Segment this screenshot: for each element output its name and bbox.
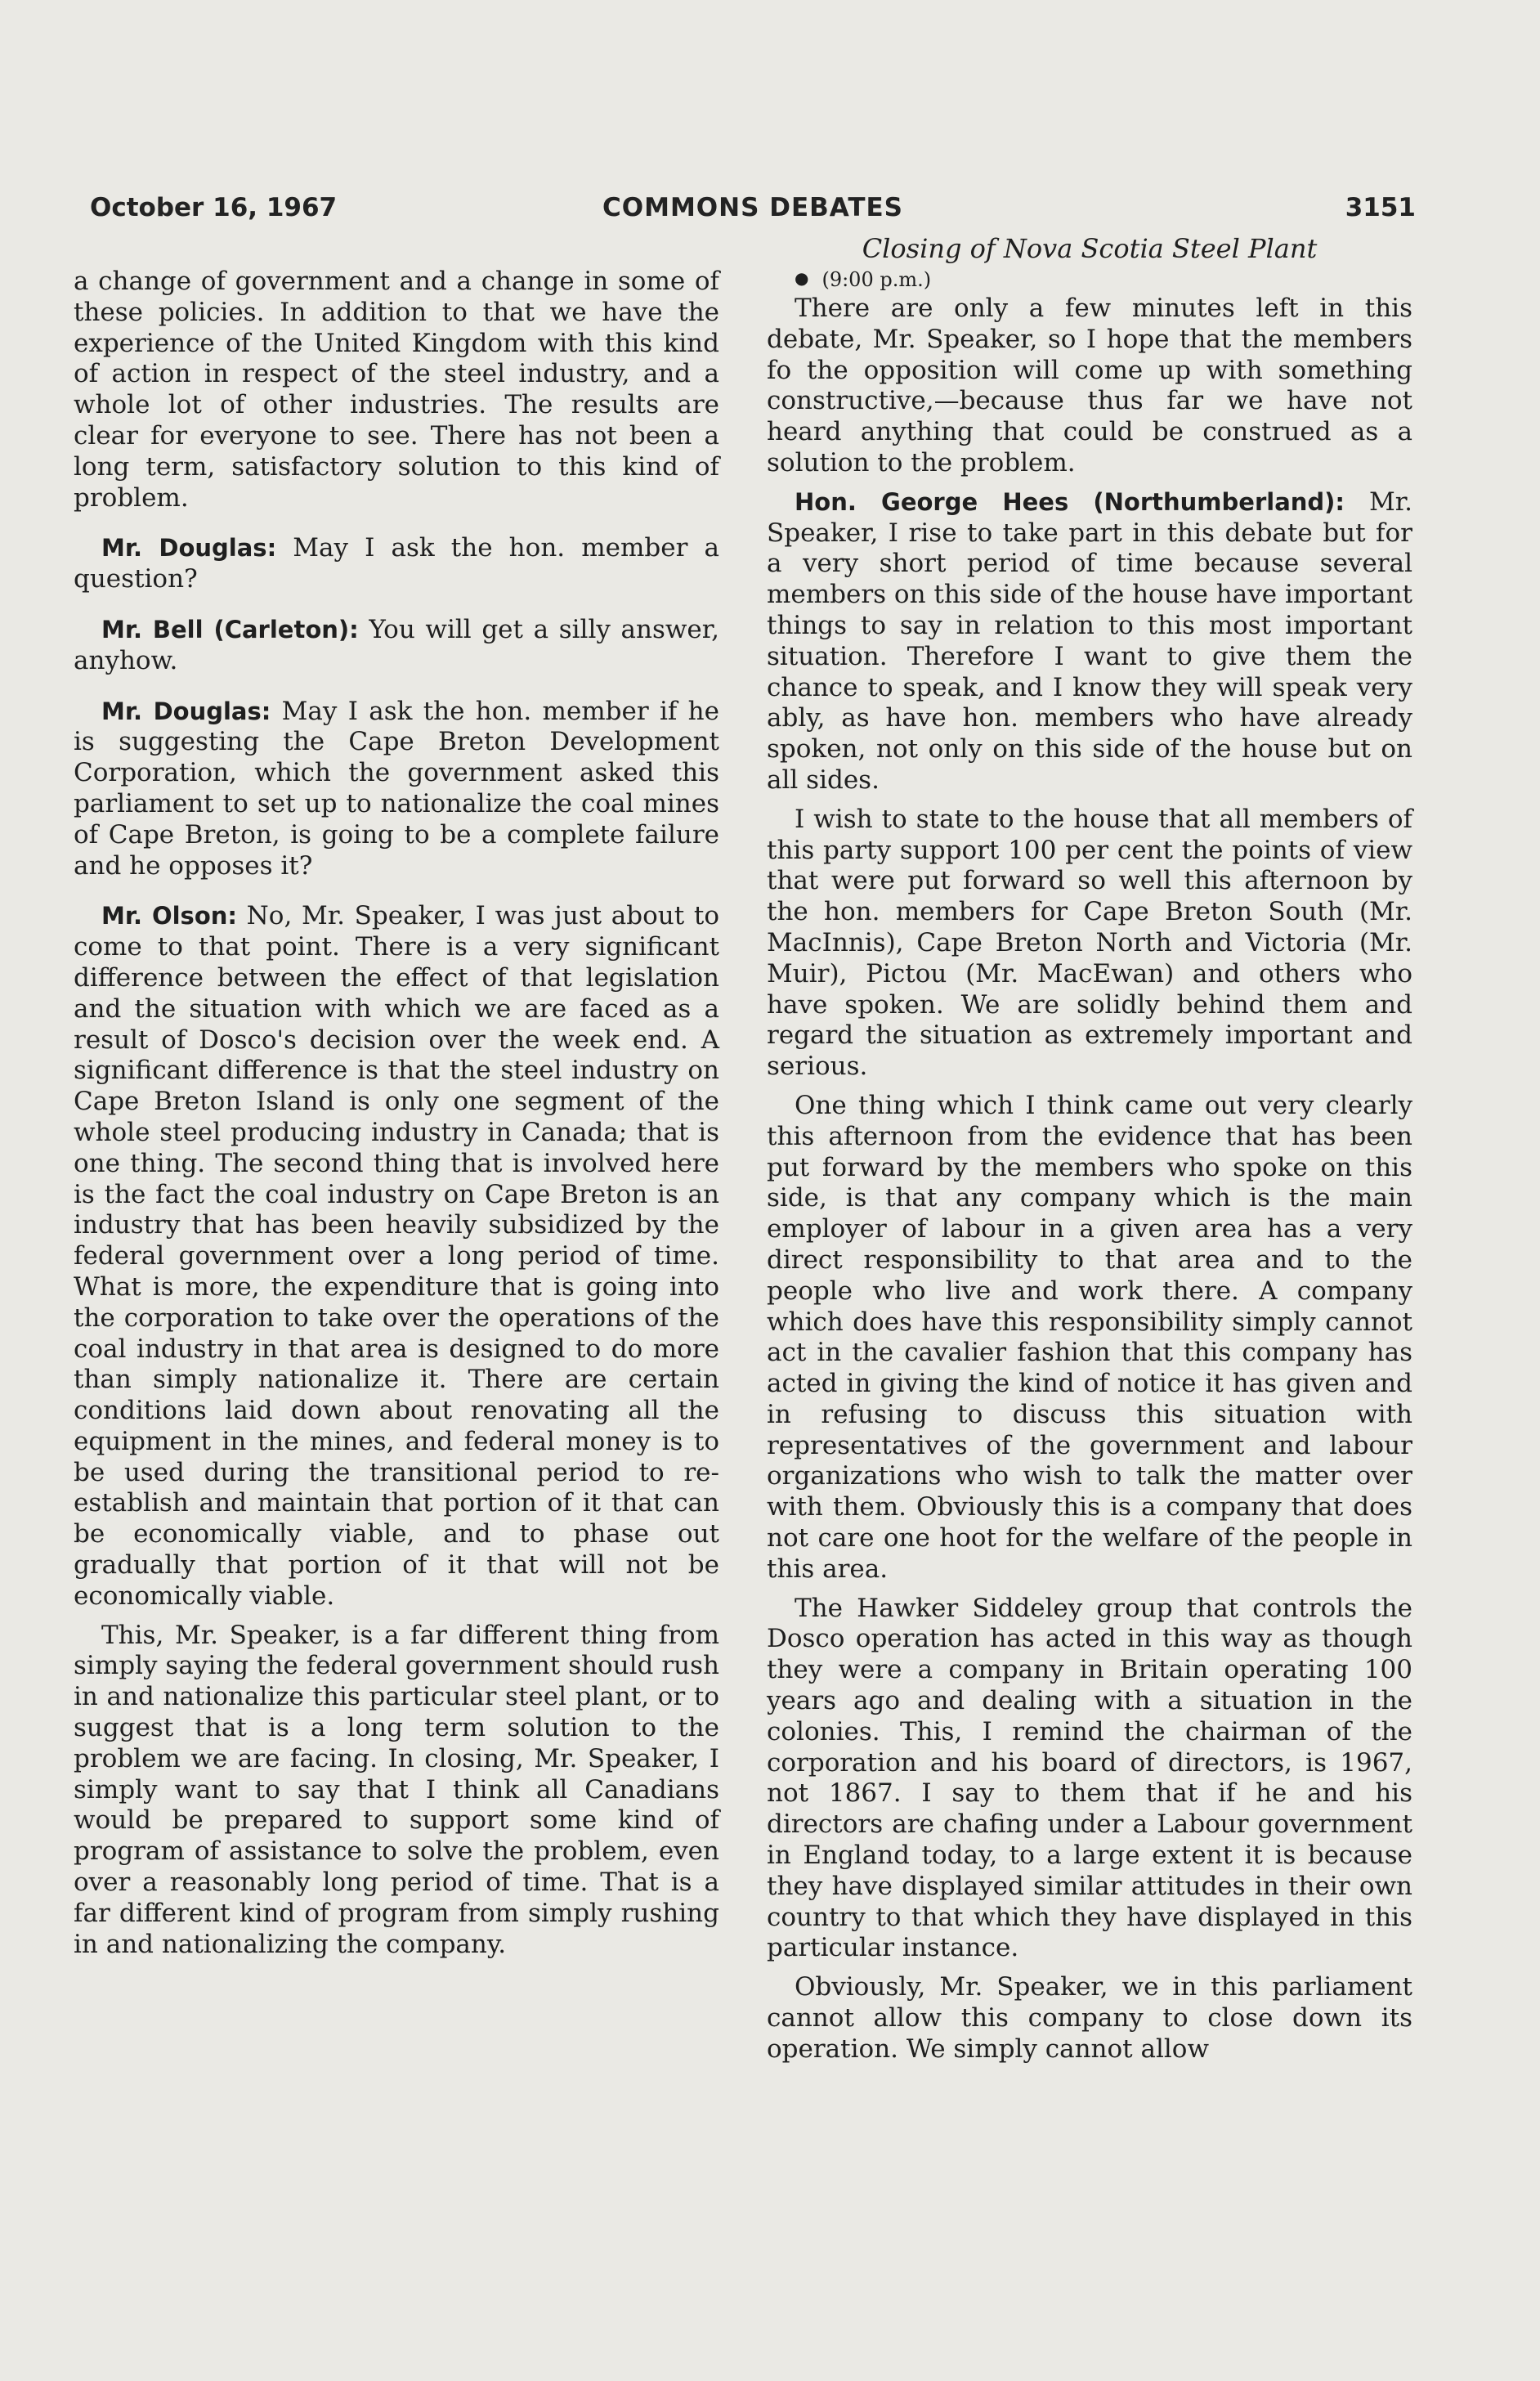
- paragraph: [767, 487, 1412, 796]
- paragraph: This, Mr. Speaker, is a far different thing from simply saying the federal government should rush in and nationalize this particular steel plant, or to suggest that is a long term solution to the problem we are facing. In closing, Mr. Speaker, I simply want to say that I think all Canadians would be prepared to support some kind of program of assistance to solve the problem, even over a reasonably long period of time. That is a far different kind of program from simply rushing in and nationalizing the company.: [74, 1620, 719, 1959]
- header-title: COMMONS DEBATES: [602, 193, 903, 222]
- speaker-name: Mr. Douglas:: [101, 534, 277, 563]
- paragraph: One thing which I think came out very clearly this afternoon from the evidence that has been put forward by the members who spoke on this side, is that any company which is the main employer of labour in a given area has a very direct responsibility to that area and to the people who live and work there. A company which does have this responsibility simply cannot act in the cavalier fashion that this company has acted in giving the kind of notice it has given and in refusing to discuss this situation with representatives of the government and labour organizations who wish to talk the matter over with them. Obviously this is a company that does not care one hoot for the welfare of the people in this area.: [767, 1090, 1412, 1584]
- speech-text: No, Mr. Speaker, I was just about to come to that point. There is a very significant difference between the effect of that legislation and the situation with which we are faced as a result of Dosco's decision over the week end. A significant difference is that the steel industry on Cape Breton Island is only one segment of the whole steel producing industry in Canada; that is one thing. The second thing that is involved here is the fact the coal industry on Cape Breton is an industry that has been heavily subsidized by the federal government over a long period of time. What is more, the expenditure that is going into the corporation to take over the operations of the coal industry in that area is designed to do more than simply nationalize it. There are certain conditions laid down about renovating all the equipment in the mines, and federal money is to be used during the transitional period to re-establish and maintain that portion of it that can be economically viable, and to phase out gradually that portion of it that will not be economically viable.: [74, 901, 719, 1611]
- timestamp-text: (9:00 p.m.): [821, 268, 932, 291]
- paragraph: [74, 901, 719, 1612]
- paragraph: [74, 533, 719, 595]
- timestamp: [767, 267, 1412, 294]
- speech-text: Mr. Speaker, I rise to take part in this debate but for a very short period of time because several members on this side of the house have important things to say in relation to this most important situation. Therefore I want to give them the chance to speak, and I know they will speak very ably, as have hon. members who have already spoken, not only on this side of the house but on all sides.: [767, 487, 1412, 795]
- paragraph: [74, 615, 719, 677]
- right-column: [767, 267, 1412, 2065]
- speaker-name: Mr. Olson:: [101, 902, 237, 930]
- section-title: Closing of Nova Scotia Steel Plant: [862, 233, 1318, 264]
- speaker-name: Mr. Douglas:: [101, 697, 271, 725]
- speaker-name: Mr. Bell (Carleton):: [101, 615, 359, 643]
- speech-text: May I ask the hon. member a question?: [74, 533, 719, 594]
- speaker-name: Hon. George Hees (Northumberland):: [795, 487, 1345, 516]
- header-date: October 16, 1967: [90, 193, 338, 222]
- paragraph: a change of government and a change in some of these policies. In addition to that we have the experience of the United Kingdom with this kind of action in respect of the steel industry, and a whole lot of other industries. The results are clear for everyone to see. There has not been a long term, satisfactory solution to this kind of problem.: [74, 267, 719, 513]
- header-page-number: 3151: [1345, 193, 1416, 222]
- paragraph: I wish to state to the house that all members of this party support 100 per cent the points of view that were put forward so well this afternoon by the hon. members for Cape Breton South (Mr. MacInnis), Cape Breton North and Victoria (Mr. Muir), Pictou (Mr. MacEwan) and others who have spoken. We are solidly behind them and regard the situation as extremely important and serious.: [767, 804, 1412, 1082]
- paragraph: The Hawker Siddeley group that controls the Dosco operation has acted in this way as though they were a company in Britain operating 100 years ago and dealing with a situation in the colonies. This, I remind the chairman of the corporation and his board of directors, is 1967, not 1867. I say to them that if he and his directors are chafing under a Labour government in England today, to a large extent it is because they have displayed similar attitudes in their own country to that which they have displayed in this particular instance.: [767, 1593, 1412, 1963]
- page-header: [90, 193, 1416, 234]
- left-column: [74, 267, 719, 1960]
- speech-text: May I ask the hon. member if he is suggesting the Cape Breton Development Corporation, which the government asked this parliament to set up to nationalize the coal mines of Cape Breton, is going to be a complete failure and he opposes it?: [74, 696, 719, 881]
- bullet-icon: ●: [795, 268, 809, 288]
- paragraph: There are only a few minutes left in this debate, Mr. Speaker, so I hope that the members fo the opposition will come up with something constructive,—because thus far we have not heard anything that could be construed as a solution to the problem.: [767, 294, 1412, 478]
- paragraph: Obviously, Mr. Speaker, we in this parliament cannot allow this company to close down its operation. We simply cannot allow: [767, 1972, 1412, 2064]
- paragraph: [74, 697, 719, 882]
- speech-text: You will get a silly answer, anyhow.: [74, 614, 720, 675]
